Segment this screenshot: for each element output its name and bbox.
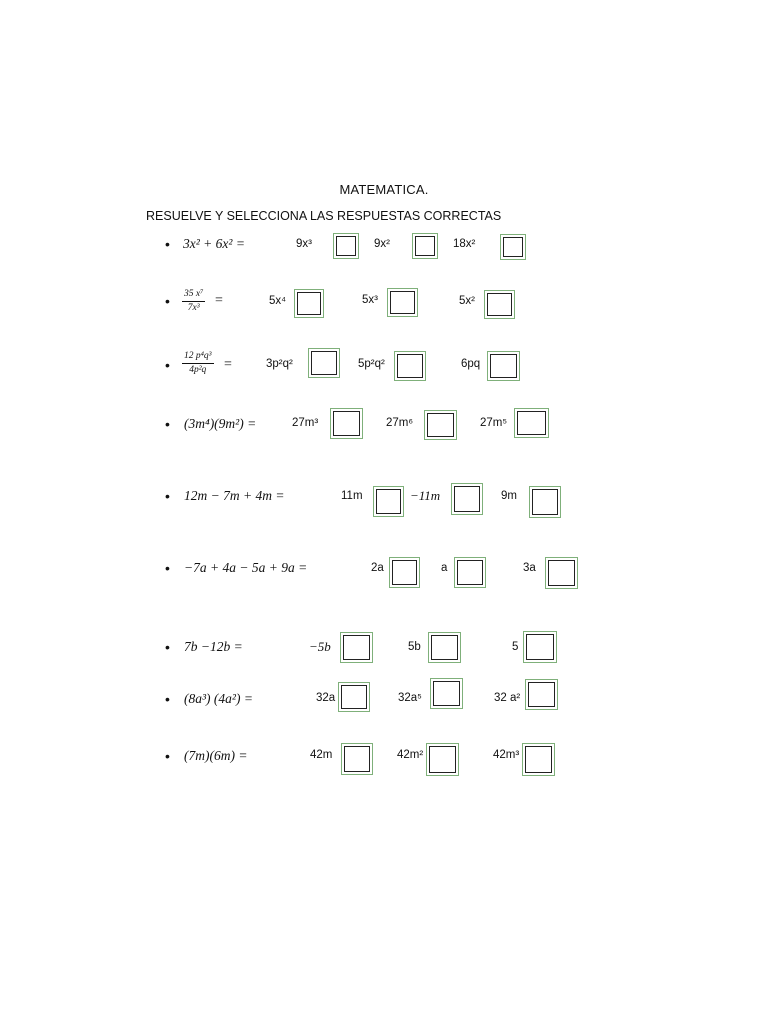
bullet: •: [165, 416, 170, 432]
question-5-option-1-checkbox[interactable]: [373, 486, 404, 517]
question-2-option-3-label: 5x²: [459, 295, 475, 307]
question-7-option-3-label: 5: [512, 641, 519, 653]
question-7-option-1-checkbox[interactable]: [340, 632, 373, 663]
question-8-option-3-label: 32 a²: [494, 692, 521, 704]
question-4-option-2-label: 27m⁶: [386, 417, 414, 429]
question-3-numerator: 12 p⁴q³: [182, 351, 214, 364]
question-6-option-2-label: a: [441, 562, 448, 574]
question-8-option-2-checkbox[interactable]: [430, 678, 463, 709]
question-3-option-2-label: 5p²q²: [358, 358, 385, 370]
question-5-option-3-checkbox[interactable]: [529, 486, 561, 518]
question-4-option-2-checkbox[interactable]: [424, 410, 457, 440]
bullet: •: [165, 488, 170, 504]
question-2-denominator: 7x³: [187, 302, 200, 313]
question-5-option-3-label: 9m: [501, 490, 517, 502]
question-5-option-2-checkbox[interactable]: [451, 483, 483, 515]
question-9-option-3-label: 42m³: [493, 749, 520, 761]
question-2-equals: =: [215, 293, 223, 308]
question-1-option-1-label: 9x³: [296, 238, 312, 250]
question-6-option-1-checkbox[interactable]: [389, 557, 420, 588]
question-4-option-3-label: 27m⁵: [480, 417, 508, 429]
question-1-option-3-label: 18x²: [453, 238, 476, 250]
question-6-option-1-label: 2a: [371, 562, 384, 574]
question-6-option-2-checkbox[interactable]: [454, 557, 486, 588]
question-8-expression: (8a³) (4a²) =: [184, 691, 253, 706]
question-1-option-1-checkbox[interactable]: [333, 233, 359, 259]
question-3-denominator: 4p²q: [189, 364, 207, 375]
question-2-option-1-label: 5x⁴: [269, 295, 287, 307]
question-9-option-2-label: 42m²: [397, 749, 424, 761]
question-9-option-1-checkbox[interactable]: [341, 743, 373, 775]
question-8-option-3-checkbox[interactable]: [525, 679, 558, 710]
question-4-option-1-label: 27m³: [292, 417, 319, 429]
question-4-expression: (3m⁴)(9m²) =: [184, 416, 257, 431]
question-9-option-1-label: 42m: [310, 749, 333, 761]
question-2-fraction: [182, 289, 205, 314]
question-8-option-2-label: 32a⁵: [398, 692, 422, 704]
question-7-expression: 7b −12b =: [184, 639, 243, 654]
question-2-option-2-checkbox[interactable]: [387, 288, 418, 317]
question-8-option-1-label: 32a: [316, 692, 336, 704]
question-6-expression: −7a + 4a − 5a + 9a =: [184, 560, 308, 575]
question-1-option-2-label: 9x²: [374, 238, 390, 250]
question-2-option-2-label: 5x³: [362, 294, 378, 306]
bullet: •: [165, 357, 170, 373]
bullet: •: [165, 691, 170, 707]
question-5-option-2-label: −11m: [410, 488, 441, 503]
question-6-option-3-label: 3a: [523, 562, 536, 574]
question-9-option-2-checkbox[interactable]: [426, 743, 459, 776]
question-7-option-1-label: −5b: [309, 639, 331, 654]
question-4-option-1-checkbox[interactable]: [330, 408, 363, 439]
question-8-option-1-checkbox[interactable]: [338, 682, 370, 712]
question-7-option-3-checkbox[interactable]: [523, 631, 557, 663]
question-3-equals: =: [224, 357, 232, 372]
question-6-option-3-checkbox[interactable]: [545, 557, 578, 589]
question-4-option-3-checkbox[interactable]: [514, 408, 549, 438]
bullet: •: [165, 639, 170, 655]
question-3-option-1-label: 3p²q²: [266, 358, 293, 370]
bullet: •: [165, 560, 170, 576]
question-2-numerator: 35 x⁷: [182, 289, 205, 302]
worksheet-title: MATEMATICA.: [339, 182, 429, 197]
question-3-fraction: [182, 351, 214, 376]
question-1-option-3-checkbox[interactable]: [500, 234, 526, 260]
question-3-option-2-checkbox[interactable]: [394, 351, 426, 381]
question-2-option-1-checkbox[interactable]: [294, 289, 324, 318]
question-9-option-3-checkbox[interactable]: [522, 743, 555, 776]
question-5-expression: 12m − 7m + 4m =: [184, 488, 285, 503]
bullet: •: [165, 748, 170, 764]
question-1-option-2-checkbox[interactable]: [412, 233, 438, 259]
bullet: •: [165, 293, 170, 309]
question-1-expression: 3x² + 6x² =: [183, 236, 245, 251]
worksheet-instruction: RESUELVE Y SELECCIONA LAS RESPUESTAS CORRECTAS: [146, 209, 502, 223]
question-3-option-1-checkbox[interactable]: [308, 348, 340, 378]
question-9-expression: (7m)(6m) =: [184, 748, 248, 763]
question-5-option-1-label: 11m: [341, 490, 363, 502]
bullet: •: [165, 236, 170, 252]
question-3-option-3-checkbox[interactable]: [487, 351, 520, 381]
question-2-option-3-checkbox[interactable]: [484, 290, 515, 319]
question-7-option-2-checkbox[interactable]: [428, 632, 461, 663]
question-7-option-2-label: 5b: [408, 641, 421, 653]
question-3-option-3-label: 6pq: [461, 358, 481, 370]
